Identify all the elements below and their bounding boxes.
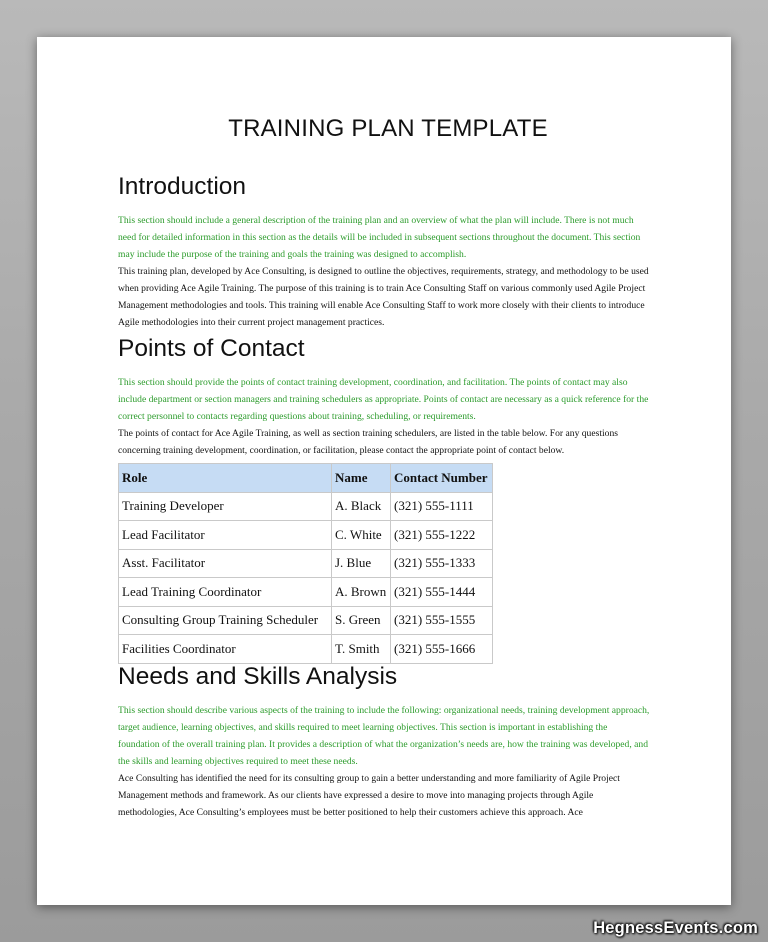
name-cell: C. White xyxy=(332,521,391,550)
section-heading-needs-and-skills-analysis: Needs and Skills Analysis xyxy=(118,663,398,690)
document-title: TRAINING PLAN TEMPLATE xyxy=(228,115,548,142)
role-cell: Asst. Facilitator xyxy=(119,549,332,578)
introduction-guidance: This section should include a general description of the training plan and an overview of what the plan will include. There is not much need for detailed information in this section as the details will be included in subsequent sections throughout the document. This section may include the purpose of the training and goals the training was designed to accomplish. xyxy=(118,215,641,260)
table-row xyxy=(119,578,493,607)
table-row xyxy=(119,606,493,635)
name-cell: T. Smith xyxy=(332,635,391,664)
column-header-role: Role xyxy=(119,464,332,493)
phone-cell: (321) 555-1222 xyxy=(391,521,493,550)
role-cell: Facilities Coordinator xyxy=(119,635,332,664)
name-cell: A. Black xyxy=(332,492,391,521)
column-header-name: Name xyxy=(332,464,391,493)
table-header-row xyxy=(119,464,493,493)
name-cell: S. Green xyxy=(332,606,391,635)
name-cell: A. Brown xyxy=(332,578,391,607)
needs-analysis-guidance: This section should describe various aspects of the training to include the following: organizational needs, training development approach, target audience, learning objectives, and skills required to meet learning objectives. This section is important in establishing the foundation of the overall training plan. It provides a description of what the organization’s needs are, how the training was developed, and the skills and learning objectives required to meet these needs. xyxy=(118,705,650,767)
needs-analysis-body: Ace Consulting has identified the need for its consulting group to gain a better understanding and more familiarity of Agile Project Management methods and framework. As our clients have expressed a desire to move into managing projects through Agile methodologies, Ace Consulting’s employees must be better positioned to help their customers achieve this approach. Ace xyxy=(118,773,620,818)
section-heading-points-of-contact: Points of Contact xyxy=(118,335,305,362)
phone-cell: (321) 555-1111 xyxy=(391,492,493,521)
role-cell: Consulting Group Training Scheduler xyxy=(119,606,332,635)
section-heading-introduction: Introduction xyxy=(118,173,247,200)
role-cell: Training Developer xyxy=(119,492,332,521)
phone-cell: (321) 555-1555 xyxy=(391,606,493,635)
phone-cell: (321) 555-1666 xyxy=(391,635,493,664)
name-cell: J. Blue xyxy=(332,549,391,578)
column-header-contact-number: Contact Number xyxy=(391,464,493,493)
phone-cell: (321) 555-1444 xyxy=(391,578,493,607)
table-row xyxy=(119,492,493,521)
table-row xyxy=(119,635,493,664)
points-of-contact-body: The points of contact for Ace Agile Training, as well as section training schedulers, are listed in the table below. For any questions concerning training development, coordination, or facilitation, please contact the appropriate point of contact below. xyxy=(118,428,619,456)
introduction-body: This training plan, developed by Ace Consulting, is designed to outline the objectives, requirements, strategy, and methodology to be used when providing Ace Agile Training. The purpose of this training is to train Ace Consulting Staff on various commonly used Agile Project Management methodologies and tools. This training will enable Ace Consulting Staff to work more closely with their clients to introduce Agile methodologies into their current project management practices. xyxy=(118,266,649,328)
contacts-table xyxy=(118,463,493,664)
table-row xyxy=(119,549,493,578)
site-watermark: HegnessEvents.com xyxy=(593,919,758,937)
role-cell: Lead Training Coordinator xyxy=(119,578,332,607)
role-cell: Lead Facilitator xyxy=(119,521,332,550)
table-row xyxy=(119,521,493,550)
phone-cell: (321) 555-1333 xyxy=(391,549,493,578)
document-page xyxy=(37,37,731,905)
points-of-contact-guidance: This section should provide the points of contact training development, coordination, and facilitation. The points of contact may also include department or section managers and training schedulers as appropriate. Points of contact are necessary as a quick reference for the correct personnel to contacts regarding questions about training, scheduling, or requirements. xyxy=(118,377,649,422)
